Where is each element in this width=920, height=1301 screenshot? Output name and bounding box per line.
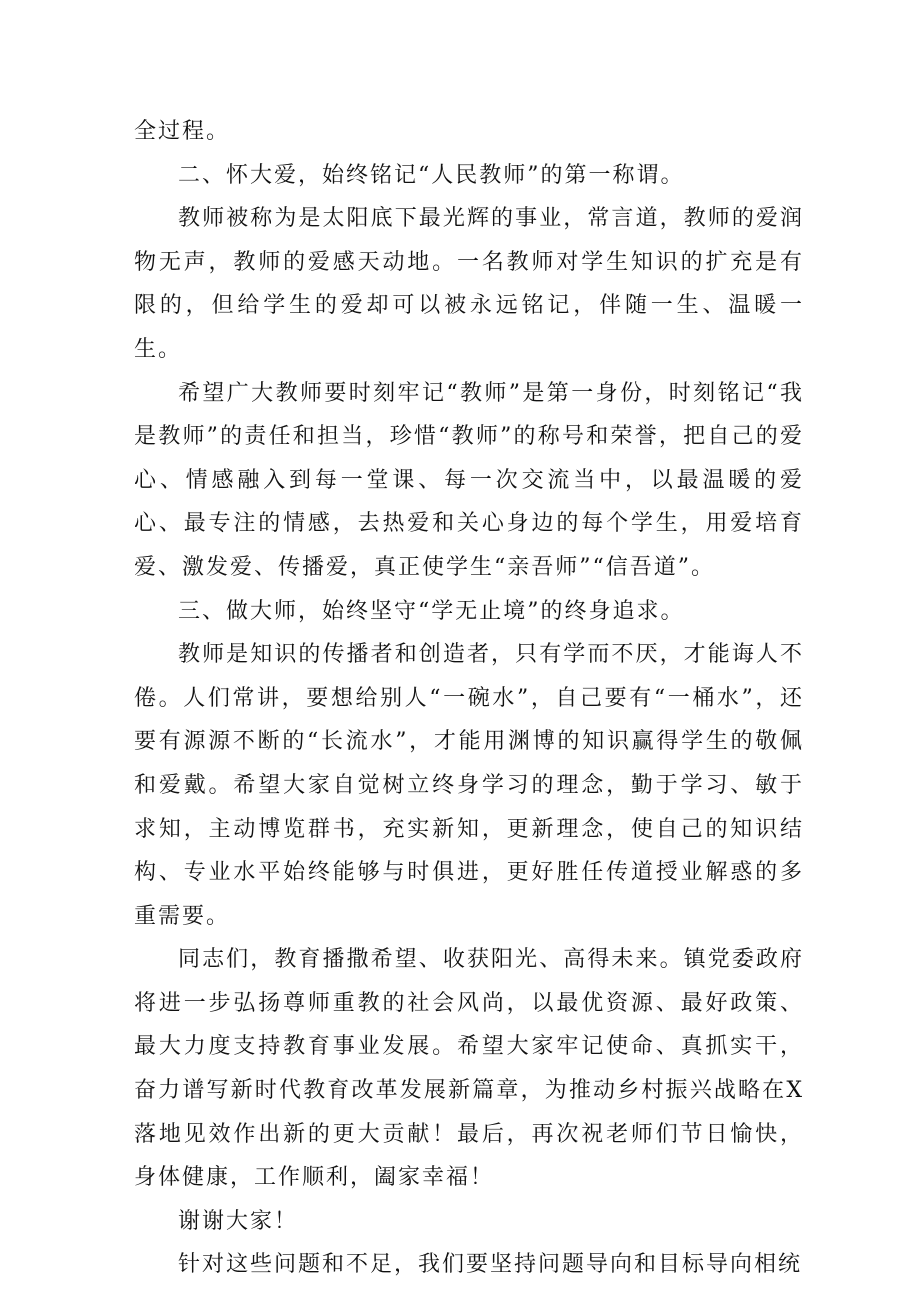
closing-thanks: 谢谢大家！ [178,1208,299,1234]
paragraph-continuation: 全过程。 [134,119,231,144]
paragraph: 希望广大教师要时刻牢记“教师”是第一身份，时刻铭记“我是教师”的责任和担当，珍惜“教师”的称号和荣誉，把自己的爱心、情感融入到每一堂课、每一次交流当中，以最温暖的爱心、最专注的情感，去热爱和关心身边的每个学生，用爱培育爱、激发爱、传播爱，真正使学生“亲吾师”“信吾道”。 [134,380,804,580]
paragraph: 针对这些问题和不足，我们要坚持问题导向和目标导向相统 [178,1252,803,1278]
section-heading-three: 三、做大师，始终坚守“学无止境”的终身追求。 [178,598,685,624]
document-body [134,110,804,1287]
paragraph: 同志们，教育播撒希望、收获阳光、高得未来。镇党委政府将进一步弘扬尊师重教的社会风尚，以最优资源、最好政策、最大力度支持教育事业发展。希望大家牢记使命、真抓实干，奋力谱写新时代教育改革发展新篇章，为推动乡村振兴战略在X落地见效作出新的更大贡献！最后，再次祝老师们节日愉快，身体健康，工作顺利，阖家幸福！ [134,947,804,1191]
paragraph: 教师被称为是太阳底下最光辉的事业，常言道，教师的爱润物无声，教师的爱感天动地。一名教师对学生知识的扩充是有限的，但给学生的爱却可以被永远铭记，伴随一生、温暖一生。 [134,206,804,362]
section-heading-two: 二、怀大爱，始终铭记“人民教师”的第一称谓。 [178,162,685,188]
paragraph: 教师是知识的传播者和创造者，只有学而不厌，才能诲人不倦。人们常讲，要想给别人“一碗水”，自己要有“一桶水”，还要有源源不断的“长流水”，才能用渊博的知识赢得学生的敬佩和爱戴。希望大家自觉树立终身学习的理念，勤于学习、敏于求知，主动博览群书，充实新知，更新理念，使自己的知识结构、专业水平始终能够与时俱进，更好胜任传道授业解惑的多重需要。 [134,642,804,929]
